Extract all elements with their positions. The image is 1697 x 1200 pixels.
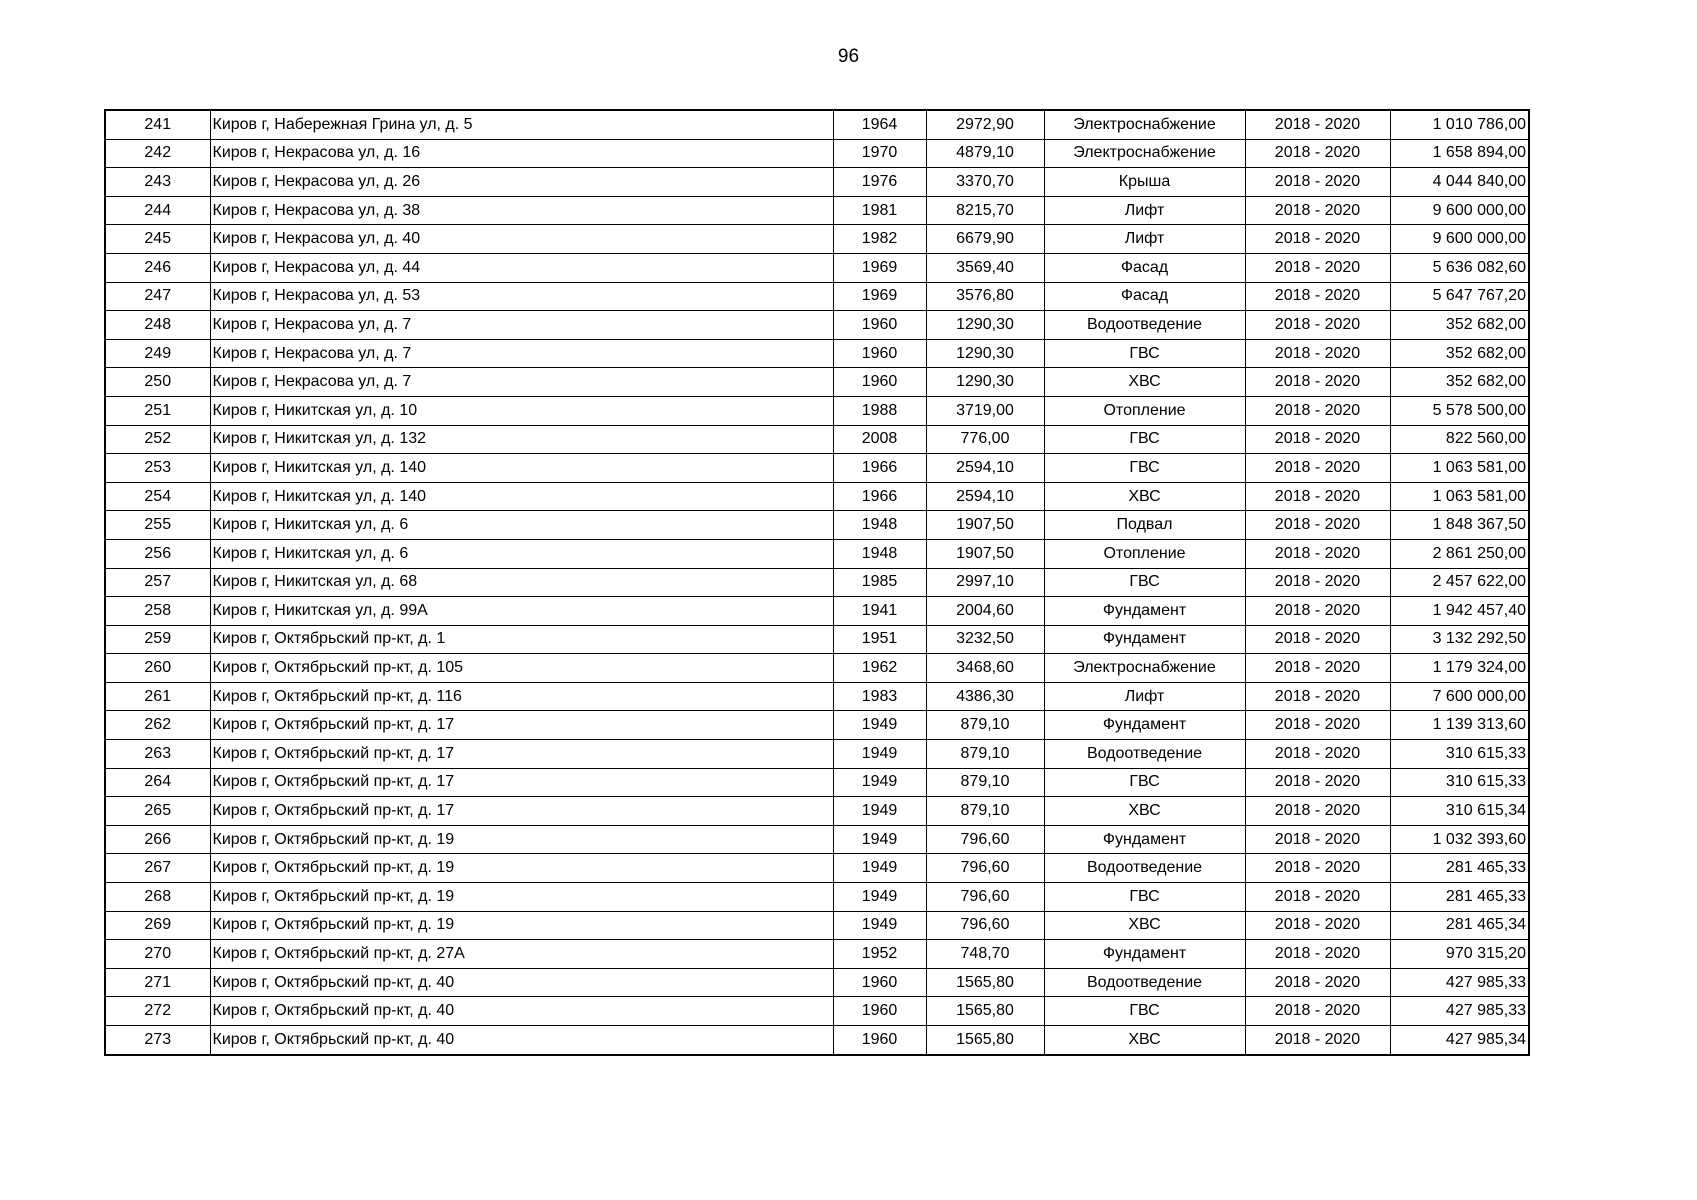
work-type-cell: Крыша [1044, 168, 1245, 197]
address-cell: Киров г, Октябрьский пр-кт, д. 40 [210, 968, 833, 997]
cost-cell: 4 044 840,00 [1390, 168, 1529, 197]
build-year-cell: 1951 [833, 625, 926, 654]
address-cell: Киров г, Набережная Грина ул, д. 5 [210, 110, 833, 139]
row-number-cell: 252 [105, 425, 210, 454]
address-cell: Киров г, Никитская ул, д. 10 [210, 396, 833, 425]
address-cell: Киров г, Октябрьский пр-кт, д. 40 [210, 1026, 833, 1055]
row-number-cell: 264 [105, 768, 210, 797]
table-row [105, 1026, 1529, 1055]
row-number-cell: 265 [105, 797, 210, 826]
address-cell: Киров г, Октябрьский пр-кт, д. 105 [210, 654, 833, 683]
area-cell: 3719,00 [926, 396, 1044, 425]
row-number-cell: 255 [105, 511, 210, 540]
cost-cell: 1 010 786,00 [1390, 110, 1529, 139]
build-year-cell: 1983 [833, 682, 926, 711]
period-cell: 2018 - 2020 [1245, 911, 1390, 940]
row-number-cell: 256 [105, 539, 210, 568]
work-type-cell: Водоотведение [1044, 311, 1245, 340]
work-type-cell: ХВС [1044, 1026, 1245, 1055]
work-type-cell: Фундамент [1044, 597, 1245, 626]
table-row [105, 568, 1529, 597]
cost-cell: 1 032 393,60 [1390, 825, 1529, 854]
address-cell: Киров г, Октябрьский пр-кт, д. 17 [210, 740, 833, 769]
work-type-cell: ГВС [1044, 454, 1245, 483]
address-cell: Киров г, Некрасова ул, д. 53 [210, 282, 833, 311]
work-type-cell: Фасад [1044, 282, 1245, 311]
area-cell: 776,00 [926, 425, 1044, 454]
build-year-cell: 1949 [833, 797, 926, 826]
period-cell: 2018 - 2020 [1245, 425, 1390, 454]
work-type-cell: Отопление [1044, 396, 1245, 425]
row-number-cell: 258 [105, 597, 210, 626]
address-cell: Киров г, Октябрьский пр-кт, д. 19 [210, 883, 833, 912]
build-year-cell: 1970 [833, 139, 926, 168]
table-row [105, 854, 1529, 883]
work-type-cell: Фундамент [1044, 625, 1245, 654]
area-cell: 796,60 [926, 911, 1044, 940]
area-cell: 3232,50 [926, 625, 1044, 654]
table-row [105, 396, 1529, 425]
area-cell: 3576,80 [926, 282, 1044, 311]
period-cell: 2018 - 2020 [1245, 682, 1390, 711]
address-cell: Киров г, Никитская ул, д. 140 [210, 482, 833, 511]
build-year-cell: 1949 [833, 911, 926, 940]
address-cell: Киров г, Никитская ул, д. 68 [210, 568, 833, 597]
period-cell: 2018 - 2020 [1245, 854, 1390, 883]
address-cell: Киров г, Некрасова ул, д. 40 [210, 225, 833, 254]
row-number-cell: 272 [105, 997, 210, 1026]
area-cell: 3370,70 [926, 168, 1044, 197]
period-cell: 2018 - 2020 [1245, 539, 1390, 568]
area-cell: 879,10 [926, 797, 1044, 826]
period-cell: 2018 - 2020 [1245, 654, 1390, 683]
build-year-cell: 1948 [833, 539, 926, 568]
table-row [105, 368, 1529, 397]
cost-cell: 310 615,33 [1390, 768, 1529, 797]
table-row [105, 997, 1529, 1026]
work-type-cell: ГВС [1044, 997, 1245, 1026]
row-number-cell: 259 [105, 625, 210, 654]
table-row [105, 625, 1529, 654]
row-number-cell: 243 [105, 168, 210, 197]
area-cell: 1907,50 [926, 539, 1044, 568]
build-year-cell: 1949 [833, 711, 926, 740]
row-number-cell: 253 [105, 454, 210, 483]
work-type-cell: ГВС [1044, 568, 1245, 597]
table-row [105, 339, 1529, 368]
area-cell: 8215,70 [926, 196, 1044, 225]
period-cell: 2018 - 2020 [1245, 396, 1390, 425]
address-cell: Киров г, Октябрьский пр-кт, д. 19 [210, 854, 833, 883]
period-cell: 2018 - 2020 [1245, 825, 1390, 854]
row-number-cell: 260 [105, 654, 210, 683]
work-type-cell: Электроснабжение [1044, 139, 1245, 168]
area-cell: 4879,10 [926, 139, 1044, 168]
period-cell: 2018 - 2020 [1245, 711, 1390, 740]
table-body [105, 110, 1529, 1055]
table-row [105, 740, 1529, 769]
cost-cell: 1 063 581,00 [1390, 482, 1529, 511]
cost-cell: 9 600 000,00 [1390, 225, 1529, 254]
work-type-cell: Электроснабжение [1044, 654, 1245, 683]
row-number-cell: 250 [105, 368, 210, 397]
address-cell: Киров г, Октябрьский пр-кт, д. 27А [210, 940, 833, 969]
row-number-cell: 266 [105, 825, 210, 854]
period-cell: 2018 - 2020 [1245, 883, 1390, 912]
work-type-cell: Лифт [1044, 225, 1245, 254]
build-year-cell: 1966 [833, 454, 926, 483]
work-type-cell: Водоотведение [1044, 854, 1245, 883]
build-year-cell: 1964 [833, 110, 926, 139]
build-year-cell: 1988 [833, 396, 926, 425]
build-year-cell: 1941 [833, 597, 926, 626]
cost-cell: 310 615,33 [1390, 740, 1529, 769]
area-cell: 879,10 [926, 768, 1044, 797]
table-row [105, 768, 1529, 797]
period-cell: 2018 - 2020 [1245, 225, 1390, 254]
period-cell: 2018 - 2020 [1245, 139, 1390, 168]
cost-cell: 352 682,00 [1390, 311, 1529, 340]
table-row [105, 883, 1529, 912]
area-cell: 2972,90 [926, 110, 1044, 139]
table-row [105, 139, 1529, 168]
period-cell: 2018 - 2020 [1245, 768, 1390, 797]
address-cell: Киров г, Некрасова ул, д. 26 [210, 168, 833, 197]
period-cell: 2018 - 2020 [1245, 196, 1390, 225]
work-type-cell: ГВС [1044, 425, 1245, 454]
address-cell: Киров г, Никитская ул, д. 99А [210, 597, 833, 626]
area-cell: 1565,80 [926, 1026, 1044, 1055]
address-cell: Киров г, Некрасова ул, д. 16 [210, 139, 833, 168]
area-cell: 6679,90 [926, 225, 1044, 254]
work-type-cell: ГВС [1044, 768, 1245, 797]
cost-cell: 1 063 581,00 [1390, 454, 1529, 483]
area-cell: 3569,40 [926, 253, 1044, 282]
row-number-cell: 248 [105, 311, 210, 340]
area-cell: 796,60 [926, 883, 1044, 912]
work-type-cell: ХВС [1044, 482, 1245, 511]
area-cell: 2004,60 [926, 597, 1044, 626]
period-cell: 2018 - 2020 [1245, 997, 1390, 1026]
cost-cell: 5 636 082,60 [1390, 253, 1529, 282]
address-cell: Киров г, Октябрьский пр-кт, д. 116 [210, 682, 833, 711]
cost-cell: 1 848 367,50 [1390, 511, 1529, 540]
address-cell: Киров г, Некрасова ул, д. 38 [210, 196, 833, 225]
table-row [105, 940, 1529, 969]
cost-cell: 310 615,34 [1390, 797, 1529, 826]
table-row [105, 110, 1529, 139]
cost-cell: 2 457 622,00 [1390, 568, 1529, 597]
work-type-cell: Фундамент [1044, 825, 1245, 854]
address-cell: Киров г, Октябрьский пр-кт, д. 1 [210, 625, 833, 654]
build-year-cell: 1949 [833, 825, 926, 854]
period-cell: 2018 - 2020 [1245, 282, 1390, 311]
table-row [105, 482, 1529, 511]
table-row [105, 425, 1529, 454]
build-year-cell: 1949 [833, 854, 926, 883]
build-year-cell: 2008 [833, 425, 926, 454]
period-cell: 2018 - 2020 [1245, 625, 1390, 654]
area-cell: 2594,10 [926, 482, 1044, 511]
table-row [105, 225, 1529, 254]
work-type-cell: Водоотведение [1044, 968, 1245, 997]
row-number-cell: 268 [105, 883, 210, 912]
build-year-cell: 1949 [833, 740, 926, 769]
address-cell: Киров г, Октябрьский пр-кт, д. 19 [210, 911, 833, 940]
cost-cell: 970 315,20 [1390, 940, 1529, 969]
cost-cell: 1 658 894,00 [1390, 139, 1529, 168]
address-cell: Киров г, Октябрьский пр-кт, д. 40 [210, 997, 833, 1026]
period-cell: 2018 - 2020 [1245, 368, 1390, 397]
cost-cell: 1 942 457,40 [1390, 597, 1529, 626]
cost-cell: 822 560,00 [1390, 425, 1529, 454]
work-type-cell: ГВС [1044, 339, 1245, 368]
address-cell: Киров г, Некрасова ул, д. 7 [210, 311, 833, 340]
build-year-cell: 1948 [833, 511, 926, 540]
build-year-cell: 1949 [833, 768, 926, 797]
cost-cell: 5 647 767,20 [1390, 282, 1529, 311]
area-cell: 879,10 [926, 711, 1044, 740]
period-cell: 2018 - 2020 [1245, 454, 1390, 483]
area-cell: 1290,30 [926, 311, 1044, 340]
area-cell: 1290,30 [926, 368, 1044, 397]
address-cell: Киров г, Никитская ул, д. 132 [210, 425, 833, 454]
cost-cell: 5 578 500,00 [1390, 396, 1529, 425]
period-cell: 2018 - 2020 [1245, 797, 1390, 826]
table-row [105, 654, 1529, 683]
area-cell: 796,60 [926, 825, 1044, 854]
table-row [105, 597, 1529, 626]
address-cell: Киров г, Октябрьский пр-кт, д. 19 [210, 825, 833, 854]
row-number-cell: 245 [105, 225, 210, 254]
row-number-cell: 267 [105, 854, 210, 883]
build-year-cell: 1949 [833, 883, 926, 912]
row-number-cell: 262 [105, 711, 210, 740]
table-row [105, 711, 1529, 740]
row-number-cell: 241 [105, 110, 210, 139]
work-type-cell: Отопление [1044, 539, 1245, 568]
build-year-cell: 1960 [833, 997, 926, 1026]
period-cell: 2018 - 2020 [1245, 311, 1390, 340]
row-number-cell: 254 [105, 482, 210, 511]
row-number-cell: 273 [105, 1026, 210, 1055]
work-type-cell: Лифт [1044, 196, 1245, 225]
period-cell: 2018 - 2020 [1245, 568, 1390, 597]
page-number: 96 [837, 46, 860, 67]
area-cell: 1565,80 [926, 997, 1044, 1026]
address-cell: Киров г, Никитская ул, д. 140 [210, 454, 833, 483]
row-number-cell: 257 [105, 568, 210, 597]
period-cell: 2018 - 2020 [1245, 1026, 1390, 1055]
build-year-cell: 1982 [833, 225, 926, 254]
row-number-cell: 246 [105, 253, 210, 282]
work-type-cell: Фасад [1044, 253, 1245, 282]
row-number-cell: 244 [105, 196, 210, 225]
row-number-cell: 271 [105, 968, 210, 997]
area-cell: 2997,10 [926, 568, 1044, 597]
cost-cell: 427 985,33 [1390, 997, 1529, 1026]
period-cell: 2018 - 2020 [1245, 482, 1390, 511]
cost-cell: 427 985,33 [1390, 968, 1529, 997]
period-cell: 2018 - 2020 [1245, 253, 1390, 282]
build-year-cell: 1969 [833, 282, 926, 311]
build-year-cell: 1960 [833, 1026, 926, 1055]
address-cell: Киров г, Некрасова ул, д. 7 [210, 368, 833, 397]
cost-cell: 3 132 292,50 [1390, 625, 1529, 654]
build-year-cell: 1985 [833, 568, 926, 597]
build-year-cell: 1966 [833, 482, 926, 511]
cost-cell: 352 682,00 [1390, 339, 1529, 368]
cost-cell: 352 682,00 [1390, 368, 1529, 397]
work-type-cell: Подвал [1044, 511, 1245, 540]
row-number-cell: 270 [105, 940, 210, 969]
period-cell: 2018 - 2020 [1245, 597, 1390, 626]
row-number-cell: 247 [105, 282, 210, 311]
table-row [105, 168, 1529, 197]
table-row [105, 454, 1529, 483]
row-number-cell: 261 [105, 682, 210, 711]
table-row [105, 797, 1529, 826]
area-cell: 2594,10 [926, 454, 1044, 483]
address-cell: Киров г, Некрасова ул, д. 7 [210, 339, 833, 368]
area-cell: 1290,30 [926, 339, 1044, 368]
table-row [105, 196, 1529, 225]
cost-cell: 2 861 250,00 [1390, 539, 1529, 568]
cost-cell: 7 600 000,00 [1390, 682, 1529, 711]
cost-cell: 281 465,33 [1390, 854, 1529, 883]
cost-cell: 427 985,34 [1390, 1026, 1529, 1055]
work-type-cell: ГВС [1044, 883, 1245, 912]
build-year-cell: 1960 [833, 368, 926, 397]
row-number-cell: 249 [105, 339, 210, 368]
period-cell: 2018 - 2020 [1245, 968, 1390, 997]
table-row [105, 311, 1529, 340]
build-year-cell: 1981 [833, 196, 926, 225]
repair-schedule-table [104, 109, 1530, 1056]
cost-cell: 281 465,33 [1390, 883, 1529, 912]
area-cell: 4386,30 [926, 682, 1044, 711]
address-cell: Киров г, Октябрьский пр-кт, д. 17 [210, 797, 833, 826]
row-number-cell: 269 [105, 911, 210, 940]
address-cell: Киров г, Октябрьский пр-кт, д. 17 [210, 711, 833, 740]
work-type-cell: Водоотведение [1044, 740, 1245, 769]
work-type-cell: Фундамент [1044, 940, 1245, 969]
period-cell: 2018 - 2020 [1245, 511, 1390, 540]
address-cell: Киров г, Октябрьский пр-кт, д. 17 [210, 768, 833, 797]
area-cell: 879,10 [926, 740, 1044, 769]
area-cell: 1565,80 [926, 968, 1044, 997]
table-row [105, 253, 1529, 282]
period-cell: 2018 - 2020 [1245, 740, 1390, 769]
address-cell: Киров г, Никитская ул, д. 6 [210, 539, 833, 568]
period-cell: 2018 - 2020 [1245, 110, 1390, 139]
row-number-cell: 263 [105, 740, 210, 769]
table-row [105, 968, 1529, 997]
area-cell: 3468,60 [926, 654, 1044, 683]
period-cell: 2018 - 2020 [1245, 940, 1390, 969]
address-cell: Киров г, Некрасова ул, д. 44 [210, 253, 833, 282]
build-year-cell: 1960 [833, 311, 926, 340]
area-cell: 796,60 [926, 854, 1044, 883]
cost-cell: 1 179 324,00 [1390, 654, 1529, 683]
table-row [105, 682, 1529, 711]
table-row [105, 511, 1529, 540]
build-year-cell: 1976 [833, 168, 926, 197]
work-type-cell: ХВС [1044, 911, 1245, 940]
period-cell: 2018 - 2020 [1245, 168, 1390, 197]
table-row [105, 539, 1529, 568]
table-row [105, 911, 1529, 940]
build-year-cell: 1952 [833, 940, 926, 969]
row-number-cell: 251 [105, 396, 210, 425]
cost-cell: 9 600 000,00 [1390, 196, 1529, 225]
work-type-cell: Электроснабжение [1044, 110, 1245, 139]
table-row [105, 825, 1529, 854]
work-type-cell: Фундамент [1044, 711, 1245, 740]
area-cell: 748,70 [926, 940, 1044, 969]
table-row [105, 282, 1529, 311]
build-year-cell: 1962 [833, 654, 926, 683]
build-year-cell: 1960 [833, 339, 926, 368]
cost-cell: 1 139 313,60 [1390, 711, 1529, 740]
cost-cell: 281 465,34 [1390, 911, 1529, 940]
work-type-cell: Лифт [1044, 682, 1245, 711]
build-year-cell: 1969 [833, 253, 926, 282]
period-cell: 2018 - 2020 [1245, 339, 1390, 368]
work-type-cell: ХВС [1044, 368, 1245, 397]
address-cell: Киров г, Никитская ул, д. 6 [210, 511, 833, 540]
row-number-cell: 242 [105, 139, 210, 168]
area-cell: 1907,50 [926, 511, 1044, 540]
build-year-cell: 1960 [833, 968, 926, 997]
work-type-cell: ХВС [1044, 797, 1245, 826]
